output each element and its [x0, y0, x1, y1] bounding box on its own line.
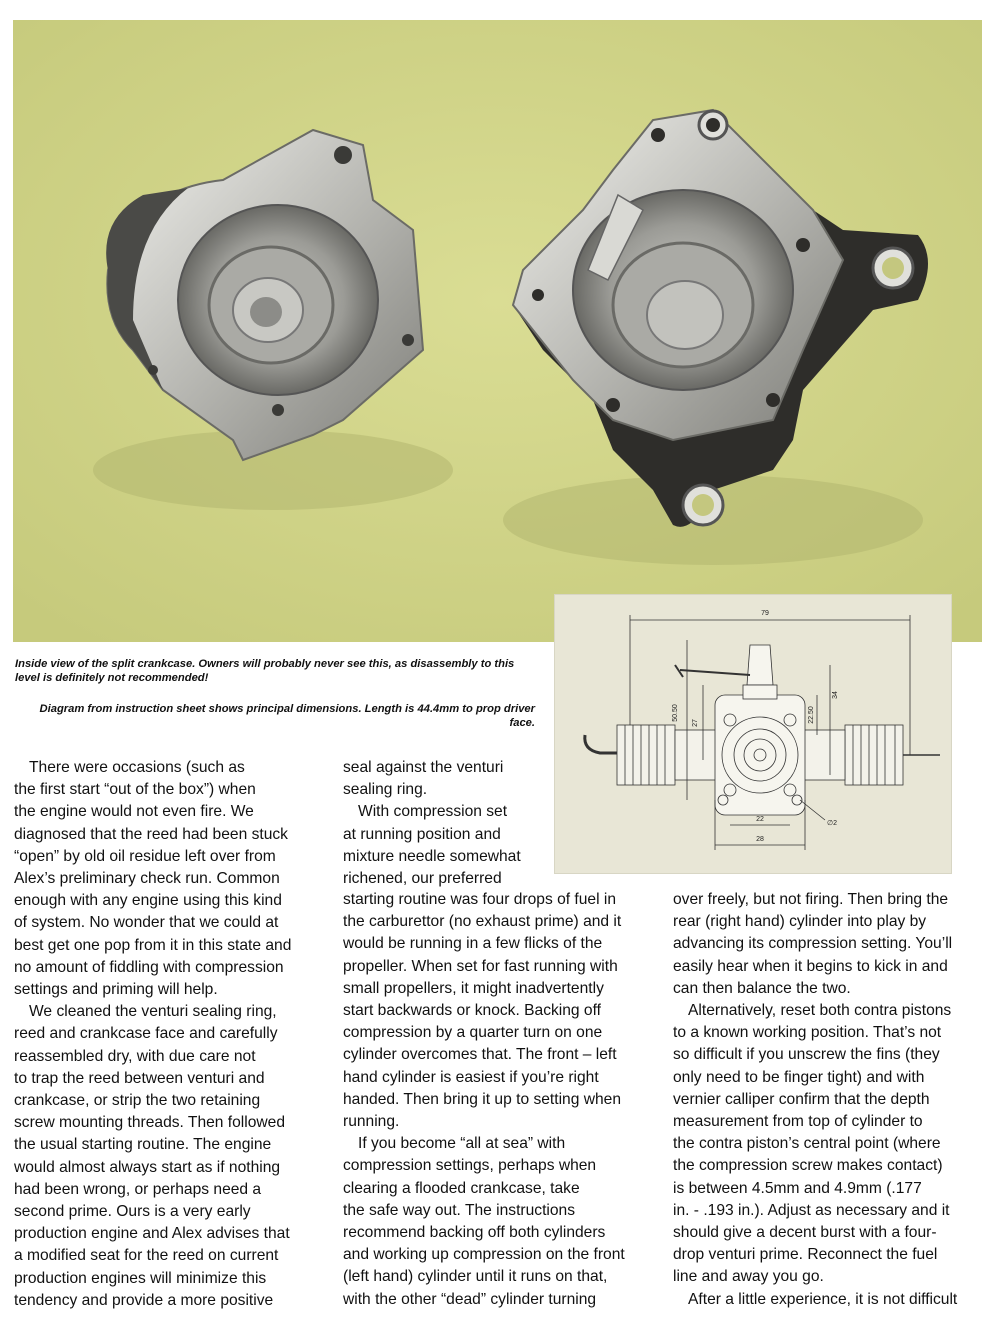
dim-overall-label: 79: [761, 610, 769, 617]
article-line: “open” by old oil residue left over from: [14, 847, 276, 865]
article-line: compression settings, perhaps when: [343, 1157, 597, 1175]
article-line: measurement from top of cylinder to: [673, 1113, 923, 1131]
article-line: starting routine was four drops of fuel in: [343, 891, 617, 908]
dim-height-c-label: 22.50: [808, 706, 815, 724]
article-line: at running position and: [343, 825, 501, 843]
article-line: clearing a flooded crankcase, take: [343, 1179, 580, 1197]
article-line: propeller. When set for fast running with: [343, 957, 618, 975]
article-line: diagnosed that the reed had been stuck: [14, 825, 288, 843]
article-line: With compression set: [358, 803, 508, 821]
article-line: reassembled dry, with due care not: [14, 1047, 256, 1065]
diagram-caption: Diagram from instruction sheet shows principal dimensions. Length is 44.4mm to prop driver face.: [39, 703, 535, 729]
article-line: settings and priming will help.: [14, 981, 218, 999]
article-line: enough with any engine using this kind: [14, 892, 282, 910]
article-line: tendency and provide a more positive: [14, 1291, 274, 1309]
article-column-3: [673, 889, 985, 1311]
article-line: had been wrong, or perhaps need a: [14, 1180, 262, 1198]
article-line: the engine would not even fire. We: [14, 803, 254, 821]
article-line: and working up compression on the front: [343, 1246, 625, 1264]
article-line: There were occasions (such as: [29, 759, 245, 776]
article-line: rear (right hand) cylinder into play by: [673, 913, 927, 931]
article-line: can then balance the two.: [673, 979, 851, 997]
engine-drawing: [555, 595, 951, 873]
article-line: the carburettor (no exhaust prime) and it: [343, 913, 622, 931]
article-line: over freely, but not firing. Then bring the: [673, 891, 949, 908]
dim-hole-label: ∅2: [827, 820, 837, 827]
article-line: the compression screw makes contact): [673, 1157, 943, 1175]
article-line: mixture needle somewhat: [343, 847, 521, 865]
article-line: We cleaned the venturi sealing ring,: [29, 1003, 277, 1021]
dim-height-b-label: 27: [692, 719, 699, 727]
article-line: no amount of fiddling with compression: [14, 958, 284, 976]
article-line: screw mounting threads. Then followed: [14, 1114, 286, 1132]
article-line: (left hand) cylinder until it runs on that,: [343, 1268, 608, 1286]
article-line: Alternatively, reset both contra pistons: [688, 1002, 952, 1020]
article-line: with the other “dead” cylinder turning: [343, 1290, 597, 1308]
article-line: Alex’s preliminary check run. Common: [14, 870, 280, 888]
article-line: only need to be finger tight) and with: [673, 1068, 925, 1086]
article-line: should give a decent burst with a four-: [673, 1224, 937, 1242]
article-line: to trap the reed between venturi and: [14, 1069, 265, 1087]
dim-height-a-label: 50.50: [672, 704, 679, 722]
article-line: the first start “out of the box”) when: [14, 781, 256, 799]
article-line: to a known working position. That’s not: [673, 1024, 942, 1042]
article-line: vernier calliper confirm that the depth: [673, 1090, 930, 1108]
dim-height-d-label: 34: [832, 691, 839, 699]
article-line: cylinder overcomes that. The front – left: [343, 1046, 617, 1064]
article-line: so difficult if you unscrew the fins (they: [673, 1046, 940, 1064]
article-line: a modified seat for the reed on current: [14, 1247, 279, 1265]
article-line: is between 4.5mm and 4.9mm (.177: [673, 1179, 922, 1197]
article-line: seal against the venturi: [343, 759, 504, 776]
article-line: If you become “all at sea” with: [358, 1135, 566, 1153]
article-line: reed and crankcase face and carefully: [14, 1025, 278, 1043]
article-line: the contra piston’s central point (where: [673, 1135, 941, 1153]
article-line: production engines will minimize this: [14, 1269, 267, 1287]
article-line: drop venturi prime. Reconnect the fuel: [673, 1246, 938, 1264]
crankcase-illustration: [13, 20, 982, 642]
dim-width-b-label: 28: [756, 836, 764, 843]
article-line: production engine and Alex advises that: [14, 1225, 290, 1243]
article-line: After a little experience, it is not difficult: [688, 1290, 958, 1308]
crankcase-photo: [13, 20, 982, 642]
article-column-2-bottom: [343, 889, 658, 1311]
article-line: best get one pop from it in this state and: [14, 936, 292, 954]
article-line: of system. No wonder that we could at: [14, 914, 279, 932]
article-line: small propellers, it might inadvertently: [343, 979, 604, 997]
photo-caption: Inside view of the split crankcase. Owners will probably never see this, as disassembly to this level is definitely not recommended!: [15, 658, 515, 684]
article-line: would be running in a few flicks of the: [343, 935, 603, 953]
dimension-diagram: [554, 594, 952, 874]
article-line: advancing its compression setting. You’ll: [673, 935, 953, 953]
article-line: handed. Then bring it up to setting when: [343, 1090, 621, 1108]
article-column-2-top: [343, 757, 543, 890]
article-line: recommend backing off both cylinders: [343, 1224, 606, 1242]
article-line: line and away you go.: [673, 1268, 824, 1286]
article-line: start backwards or knock. Backing off: [343, 1002, 601, 1020]
article-line: hand cylinder is easiest if you’re right: [343, 1068, 599, 1086]
article-line: easily hear when it begins to kick in and: [673, 957, 948, 975]
article-line: second prime. Ours is a very early: [14, 1203, 251, 1221]
article-column-1: [14, 757, 324, 1312]
article-line: compression by a quarter turn on one: [343, 1024, 603, 1042]
article-line: sealing ring.: [343, 781, 428, 799]
article-line: crankcase, or strip the two retaining: [14, 1092, 261, 1110]
article-line: in. - .193 in.). Adjust as necessary and it: [673, 1201, 950, 1219]
article-line: the safe way out. The instructions: [343, 1201, 576, 1219]
article-line: richened, our preferred: [343, 870, 502, 888]
article-line: running.: [343, 1113, 400, 1131]
dim-width-a-label: 22: [756, 816, 764, 823]
article-line: would almost always start as if nothing: [14, 1158, 281, 1176]
article-line: the usual starting routine. The engine: [14, 1136, 272, 1154]
